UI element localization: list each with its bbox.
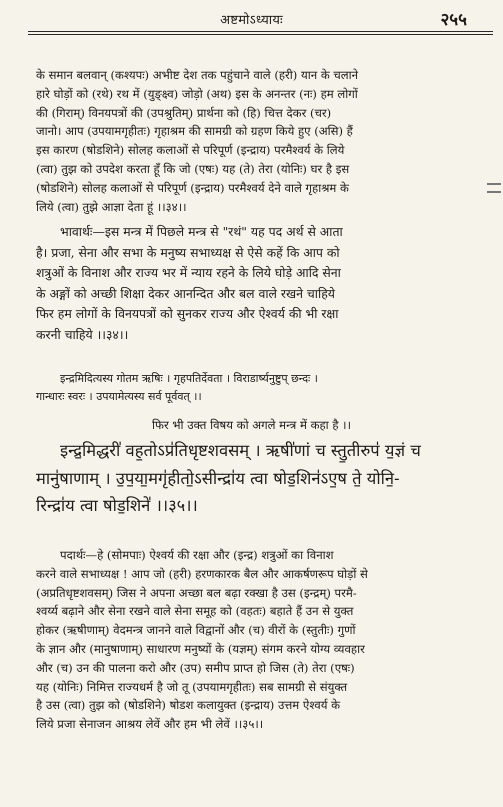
text-line: होकर (ऋषीणाम्) वेदमन्त्र जानने वाले विद्वानों और (च) वीरों के (स्तुतीः) गुणों xyxy=(36,623,356,638)
mantra-35 xyxy=(36,437,484,520)
text-line: गान्धारः स्वरः । उपयामेत्यस्य सर्व पूर्ववत् ।। xyxy=(36,390,202,404)
mantra-35-intro: फिर भी उक्त विषय को अगले मन्त्र में कहा है ।। xyxy=(152,418,351,432)
text-line: के अङ्गों को अच्छी शिक्षा देकर आनन्दित और बल वाले रखने चाहिये xyxy=(36,285,335,301)
text-line: के ज्ञान और (मानुषाणाम्) साधारण मनुष्यों के (यज्ञम्) संगम करने योग्य व्यवहार xyxy=(36,641,365,656)
text-line: शत्रुओं के विनाश और राज्य भर में न्याय रहने के लिये घोड़े आदि सेना xyxy=(36,265,341,281)
text-line: है। प्रजा, सेना और सभा के मनुष्य सभाध्यक्ष से ऐसे कहें कि आप को xyxy=(36,244,340,260)
header-rule xyxy=(28,31,493,32)
text-line: करनी चाहिये ।।३४।। xyxy=(36,326,129,342)
text-line: यह (योनिः) निमित्त राज्यधर्म है जो तू (उपयामगृहीतः) सब सामग्री से संयुक्त xyxy=(36,679,348,694)
mantra-line: मानु॑षाणाम् । उ॒प॒या॒मगृ॑हीतो॒ऽसीन्द्रा॑य त्वा षोड॒शिन॑ऽए॒ष ते॒ योनि॒- xyxy=(36,468,400,488)
text-line: इन्द्रमिदित्यस्य गोतम ऋषिः । गृहपतिर्देवता । विराडार्ष्यनुष्टुप् छन्दः । xyxy=(60,372,318,385)
text-line: फिर हम लोगों के विनयपत्रों को सुनकर राज्य और ऐश्वर्य की भी रक्षा xyxy=(36,306,339,322)
padartha-35 xyxy=(36,546,484,734)
text-line: के समान बलवान् (कश्यपः) अभीष्ट देश तक पहुंचाने वाले (हरी) यान के चलाने xyxy=(36,68,359,82)
text-line: पदार्थः—हे (सोमपाः) ऐश्वर्य की रक्षा और (इन्द्र) शत्रुओं का विनाश xyxy=(60,548,334,562)
mantra-line: रिन्द्रा॑य त्वा षोड॒शिने॑ ।।३५।। xyxy=(36,496,198,515)
text-line: है उस (त्वा) तुझ को (षोडशिने) षोडश कलायुक्त (इन्द्राय) उत्तम ऐश्वर्य के xyxy=(36,698,341,713)
running-header-title: अष्टमोऽध्यायः xyxy=(220,13,283,28)
padartha-34-continued xyxy=(36,66,484,216)
bhavartha-34 xyxy=(36,222,484,346)
text-line: जानो। आप (उपयामगृहीतः) गृहाश्रम की सामग्री को ग्रहण किये हुए (असि) हैं xyxy=(36,124,353,139)
text-line: लिये (त्वा) तुझे आज्ञा देता हूं ।।३४।। xyxy=(36,199,187,214)
text-line: इस कारण (षोडशिने) सोलह कलाओं से परिपूर्ण (इन्द्राय) परमैश्वर्य के लिये xyxy=(36,143,345,158)
text-line: भावार्थः—इस मन्त्र में पिछले मन्त्र से "रथं" यह पद अर्थ से आता xyxy=(60,224,343,239)
text-line: की (गिराम्) विनयपत्रों की (उपश्रुतिम्) प्रार्थना को (हि) चित्त देकर (चर) xyxy=(36,105,332,120)
page-number: २५५ xyxy=(440,10,467,30)
text-line: करने वाले सभाध्यक्ष ! आप जो (हरी) हरणकारक बैल और आकर्षणरूप घोड़ों से xyxy=(36,566,368,581)
text-line: लिये प्रजा सेनाजन आश्रय लेवें और हम भी लेवें ।।३५।। xyxy=(36,717,264,732)
text-line: (षोडशिने) सोलह कलाओं से परिपूर्ण (इन्द्राय) परमैश्वर्य देने वाले गृहाश्रम के xyxy=(36,180,349,195)
mantra-line: इन्द्र॒मिद्धरी॑ वह॒तोऽप्र॑तिधृष्टशवसम् । ऋषी॑णां च स्तु॒तीरुप॑ य॒ज्ञं च xyxy=(60,441,421,460)
text-line: (त्वा) तुझ को उपदेश करता हूँ कि जो (एषः) यह (ते) तेरा (योनिः) घर है इस xyxy=(36,161,350,176)
text-line: श्वर्य्य बढ़ाने और सेना रखने वाले सेना समूह को (वहतः) बहाते हैं उन से युक्त xyxy=(36,604,354,619)
text-line: (अप्रतिधृष्टशवसम्) जिस ने अपना अच्छा बल बढ़ा रक्खा है उस (इन्द्रम्) परमै- xyxy=(36,585,357,600)
text-line: और (च) उन की पालना करो और (उप) समीप प्राप्त हो जिस (ते) तेरा (एषः) xyxy=(36,660,355,675)
margin-mark xyxy=(487,183,501,193)
text-line: हारे घोड़ों को (रथे) रथ में (युङ्क्ष्व) जोड़ो (अथ) इस के अनन्तर (नः) हम लोगों xyxy=(36,86,358,101)
mantra-35-metadata xyxy=(36,370,484,407)
header-rule-double xyxy=(28,34,493,35)
